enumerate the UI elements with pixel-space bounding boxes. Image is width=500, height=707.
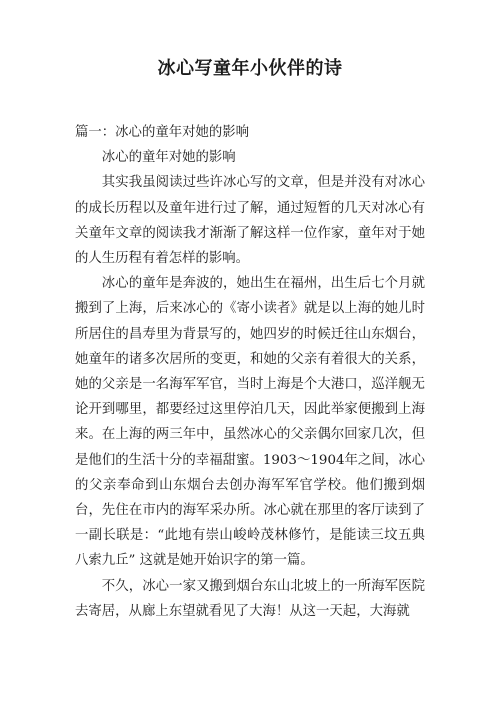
document-body [75,120,425,624]
section-heading: 篇一：冰心的童年对她的影响 [75,125,250,140]
document-title: 冰心写童年小伙伴的诗 [157,58,343,79]
paragraph-3: 不久，冰心一家又搬到烟台东山北坡上的一所海军医院去寄居，从廊上东望就看见了大海！从这一天起，大海就 [75,578,425,619]
paragraph-2: 冰心的童年是奔波的，她出生在福州，出生后七个月就搬到了上海，后来冰心的《寄小读者》就是以上海的她儿时所居住的昌寿里为背景写的，她四岁的时候迁往山东烟台，她童年的诸多次居所的变更，和她的父亲有着很大的关系，她的父亲是一名海军军官，当时上海是个大港口，巡洋舰无论开到哪里，都要经过这里停泊几天，因此举家便搬到上海来。在上海的两三年中，虽然冰心的父亲偶尔回家几次，但是他们的生活十分的幸福甜蜜。1903～1904年之间，冰心的父亲奉命到山东烟台去创办海军军官学校。他们搬到烟台，先住在市内的海军采办所。冰心就在那里的客厅读到了一副长联是：“此地有崇山峻岭茂林修竹，是能读三坟五典八索九丘” 这就是她开始识字的第一篇。 [75,276,425,569]
subheading: 冰心的童年对她的影响 [101,150,236,166]
paragraph-1: 其实我虽阅读过些许冰心写的文章，但是并没有对冰心的成长历程以及童年进行过了解，通过短暂的几天对冰心有关童年文章的阅读我才渐渐了解这样一位作家，童年对于她的人生历程有着怎样的影响。 [75,175,425,267]
